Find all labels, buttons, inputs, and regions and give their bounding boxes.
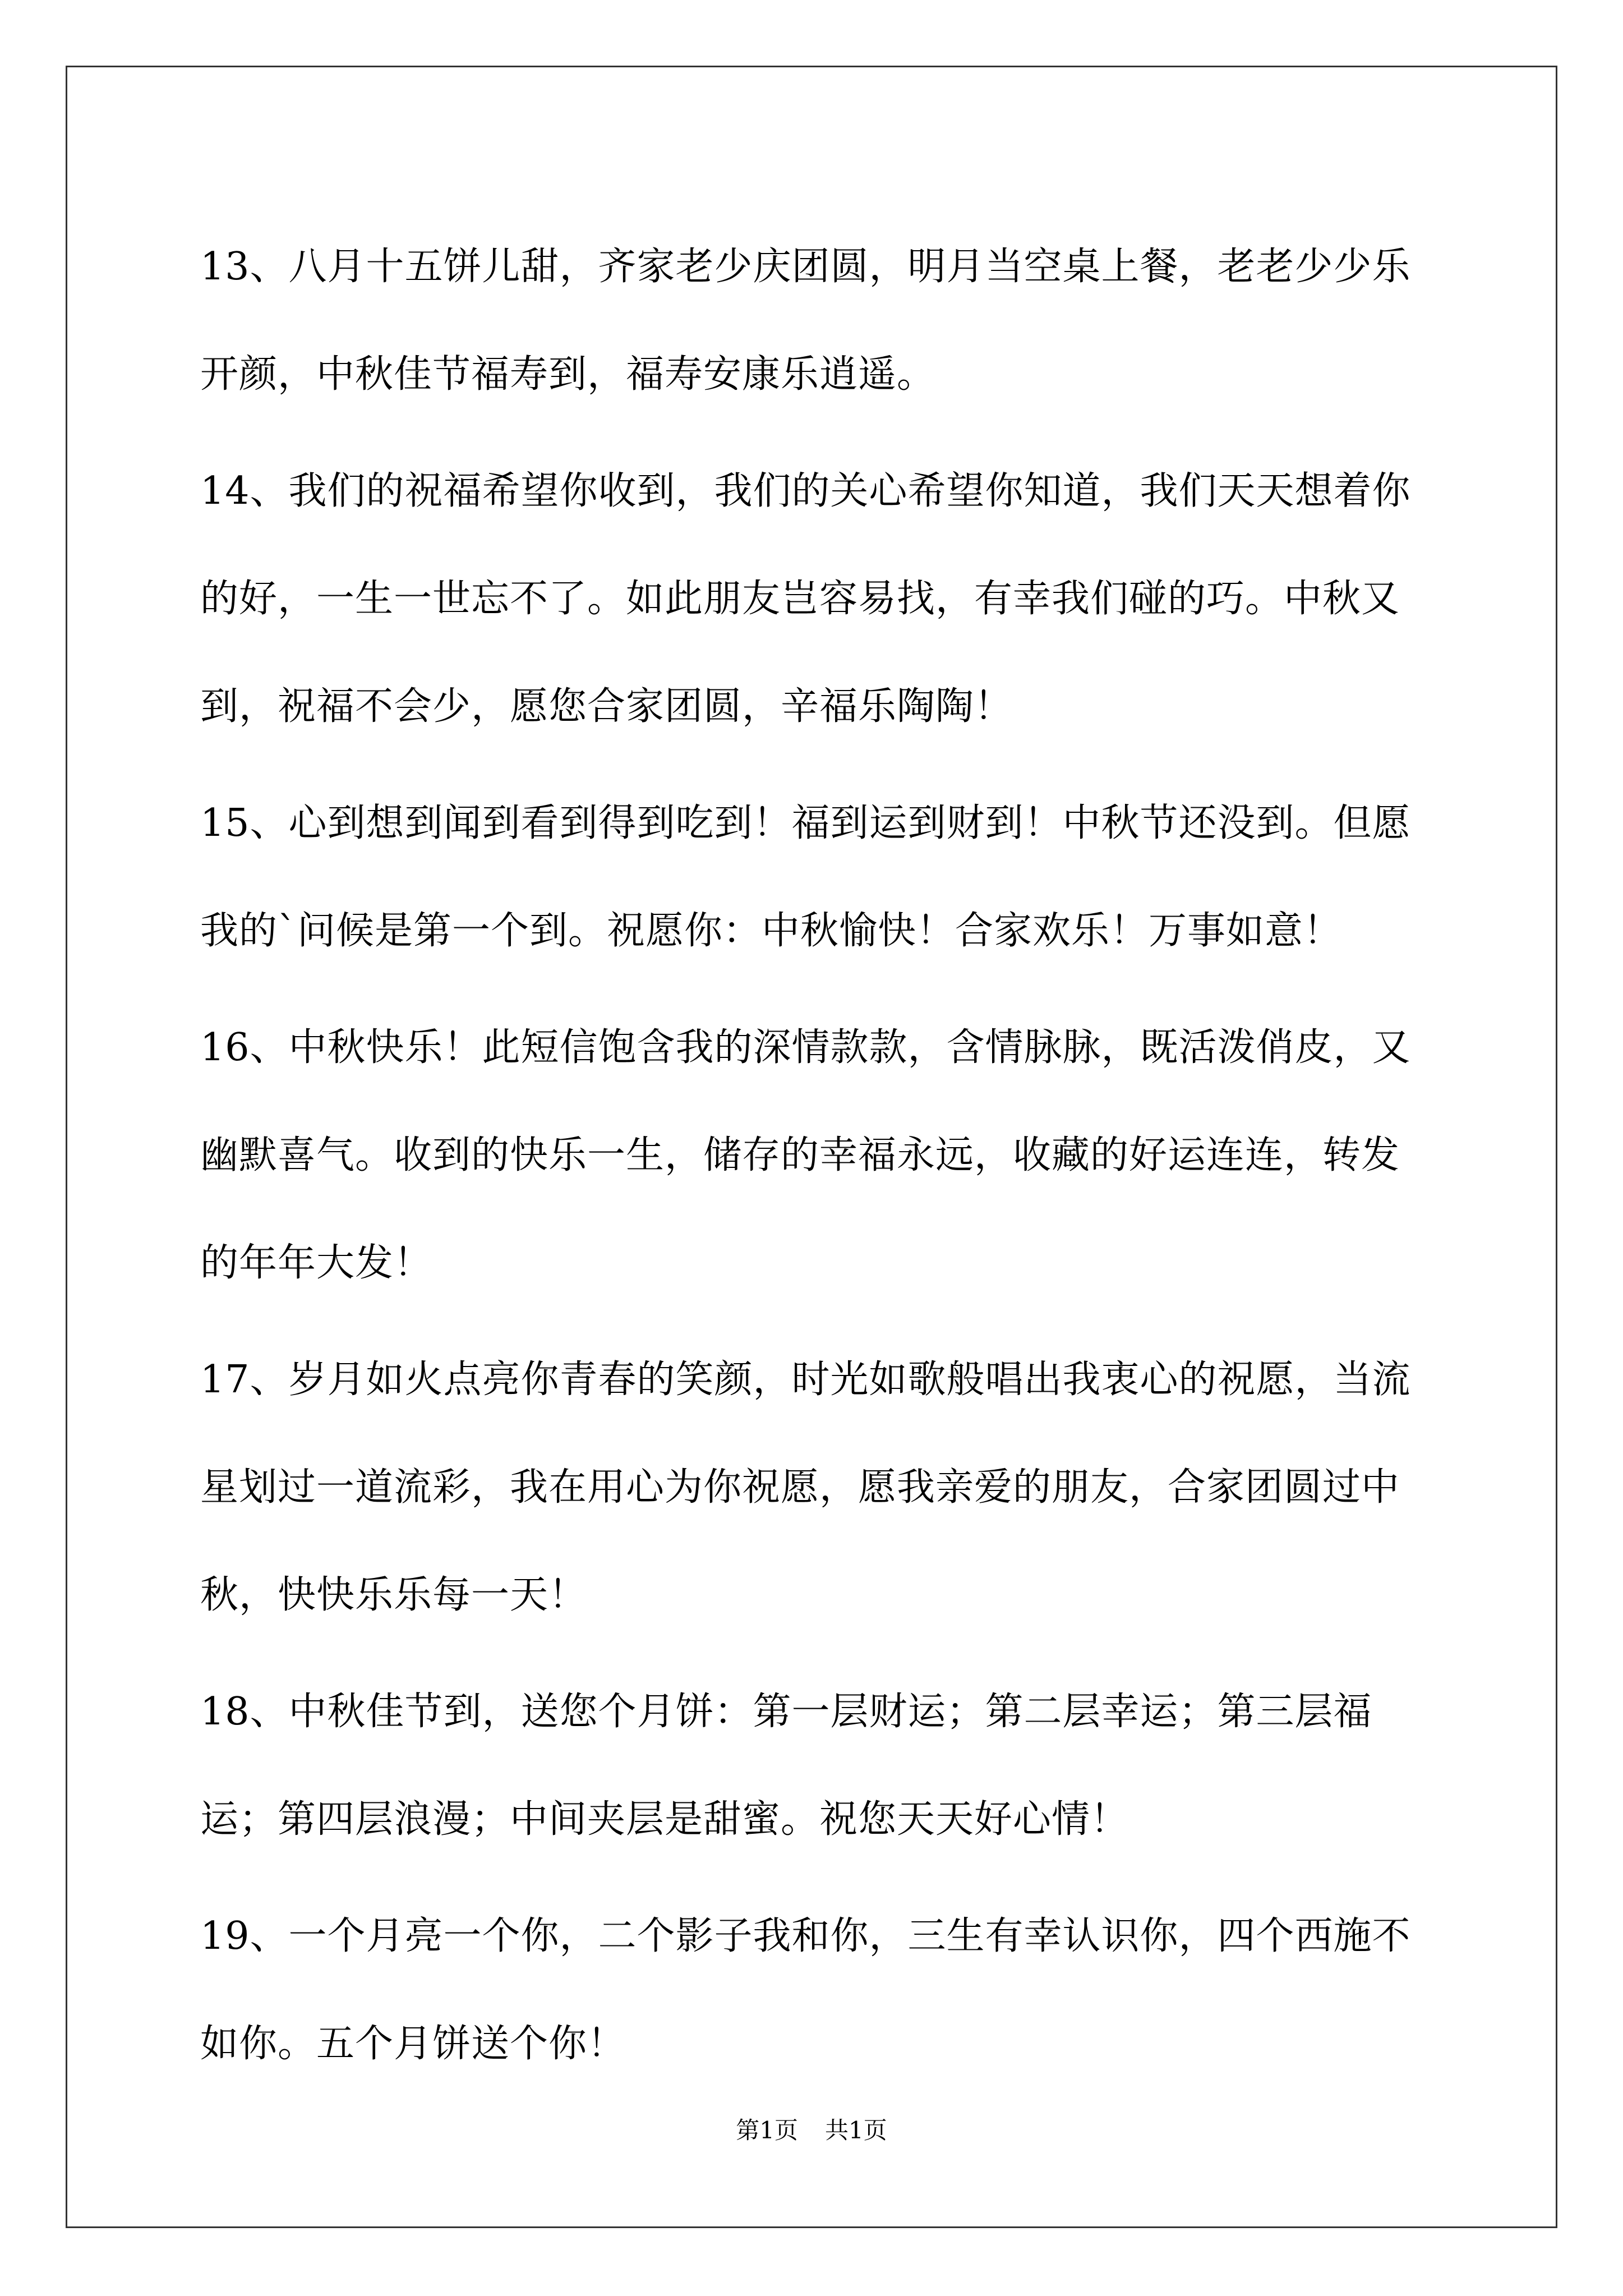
page-number-current: 第1页 — [736, 2116, 798, 2144]
page-number-total: 共1页 — [825, 2116, 887, 2144]
paragraph-18: 18、中秋佳节到，送您个月饼：第一层财运；第二层幸运；第三层福运；第四层浪漫；中间夹层是甜蜜。祝您天天好心情！ — [200, 1690, 1372, 1842]
paragraph-13: 13、八月十五饼儿甜，齐家老少庆团圆，明月当空桌上餐，老老少少乐开颜，中秋佳节福寿到，福寿安康乐逍遥。 — [200, 245, 1411, 397]
paragraph-16: 16、中秋快乐！此短信饱含我的深情款款，含情脉脉，既活泼俏皮，又幽默喜气。收到的快乐一生，储存的幸福永远，收藏的好运连连，转发的年年大发！ — [200, 1025, 1411, 1285]
paragraph-19: 19、一个月亮一个你，二个影子我和你，三生有幸认识你，四个西施不如你。五个月饼送个你！ — [200, 1914, 1411, 2066]
paragraph-14: 14、我们的祝福希望你收到，我们的关心希望你知道，我们天天想着你的好，一生一世忘不了。如此朋友岂容易找，有幸我们碰的巧。中秋又到，祝福不会少，愿您合家团圆，辛福乐陶陶！ — [200, 469, 1411, 729]
paragraph-17: 17、岁月如火点亮你青春的笑颜，时光如歌般唱出我衷心的祝愿，当流星划过一道流彩，我在用心为你祝愿，愿我亲爱的朋友，合家团圆过中秋，快快乐乐每一天！ — [200, 1358, 1411, 1617]
document-body — [200, 213, 1434, 2107]
paragraph-15: 15、心到想到闻到看到得到吃到！福到运到财到！中秋节还没到。但愿我的`问候是第一个到。祝愿你：中秋愉快！合家欢乐！万事如意！ — [200, 801, 1411, 953]
page-footer — [0, 2114, 1623, 2147]
